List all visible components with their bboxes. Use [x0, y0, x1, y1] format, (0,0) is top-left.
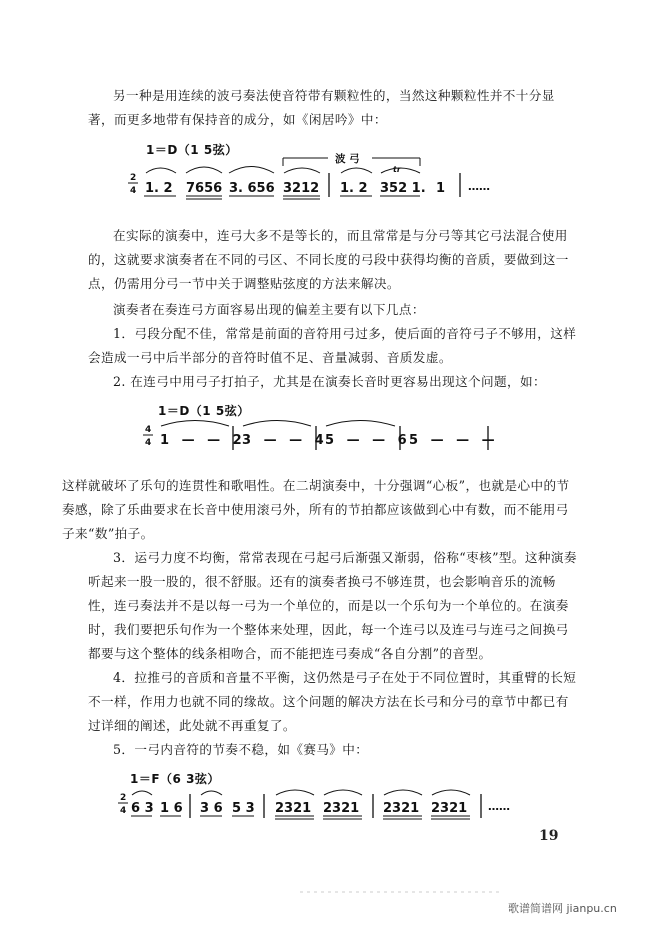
paragraph-deviations-intro: 演奏者在奏连弓方面容易出现的偏差主要有以下几点：: [113, 302, 425, 317]
example1-note-3: 3. 656: [229, 181, 275, 196]
example3-time-bottom: 4: [120, 806, 127, 816]
example3-note-6: 2321: [323, 801, 360, 816]
example2-staff: [143, 421, 499, 451]
example3-note-5: 2321: [275, 801, 312, 816]
example2-measure-1: 1 — — 2: [160, 433, 246, 448]
example1-note-6: 352 1.: [380, 181, 426, 196]
example1-staff: [128, 152, 490, 199]
example3-note-2: 1 6: [160, 801, 183, 816]
example3-time-top: 2: [120, 793, 127, 803]
paragraph-item-3: 3．运弓力度不均衡，常常表现在弓起弓后渐强又渐弱，俗称“枣核”型。这种演奏听起来一股一股的，很不舒服。还有的演奏者换弓不够连贯，也会影响音乐的流畅性，连弓奏法并不是以每一弓为一个单位的，而是以一个乐句为一个单位的。在演奏时，我们要把乐句作为一个整体来处理，因此，每一个连弓以及连弓与连弓之间换弓都要与这个整体的线条相吻合，而不能把连弓奏成“各自分割”的音型。: [88, 550, 577, 661]
paragraph-practice: 在实际的演奏中，连弓大多不是等长的，而且常常是与分弓等其它弓法混合使用的，这就要求演奏者在不同的弓区、不同长度的弓段中获得均衡的音质，要做到这一点，仍需用分弓一节中关于调整贴弦度的方法来解决。: [88, 228, 569, 291]
example2-measure-3: 5 — — 6: [325, 433, 411, 448]
example3-staff: [118, 790, 510, 819]
paragraph-item-1: 1．弓段分配不佳，常常是前面的音符用弓过多，使后面的音符弓子不够用，这样会造成一弓中后半部分的音符时值不足、音量减弱、音质发虚。: [88, 326, 577, 365]
example2-measure-2: 3 — — 4: [242, 433, 328, 448]
example1-key: 1＝D（1 5弦）: [146, 143, 238, 157]
example1-time-top: 2: [130, 173, 137, 183]
page-number: 19: [539, 828, 559, 844]
example3-note-3: 3 6: [200, 801, 223, 816]
example1-bracket-label: 波 弓: [335, 153, 360, 165]
example1-note-4: 3212: [283, 181, 320, 196]
example1-ellipsis: ……: [468, 180, 490, 193]
watermark: 歌谱简谱网 jianpu.cn: [508, 902, 617, 915]
example2-measure-4: 5 — — —: [409, 433, 499, 448]
paragraph-intro: 另一种是用连续的波弓奏法使音符带有颗粒性的，当然这种颗粒性并不十分显著，而更多地带有保持音的成分，如《闲居吟》中：: [88, 88, 555, 127]
example2-time-top: 4: [145, 425, 152, 435]
example1-note-7: 1: [436, 181, 446, 196]
paragraph-item-4: 4．拉推弓的音质和音量不平衡，这仍然是弓子在处于不同位置时，其重臂的长短不一样，作用力也就不同的缘故。这个问题的解决方法在长弓和分弓的章节中都已有过详细的阐述，此处就不再重复了。: [88, 670, 577, 733]
paragraph-after-example-2: 这样就破坏了乐句的连贯性和歌唱性。在二胡演奏中，十分强调“心板”，也就是心中的节奏感，除了乐曲要求在长音中使用滚弓外，所有的节拍都应该做到心中有数，而不能用弓子来“数”拍子。: [62, 478, 570, 541]
paragraph-item-2: 2. 在连弓中用弓子打拍子，尤其是在演奏长音时更容易出现这个问题，如：: [113, 374, 547, 389]
example1-time-bottom: 4: [130, 186, 137, 196]
example2-key: 1＝D（1 5弦）: [158, 404, 250, 418]
example2-time-bottom: 4: [145, 438, 152, 448]
example3-note-1: 6 3: [131, 801, 154, 816]
example1-note-5: 1. 2: [340, 181, 368, 196]
example1-note-2: 7656: [186, 181, 223, 196]
example1-trill-mark: tr: [393, 165, 401, 174]
paragraph-item-5: 5．一弓内音符的节奏不稳，如《赛马》中：: [113, 742, 369, 757]
example3-ellipsis: ……: [488, 800, 510, 813]
example3-note-4: 5 3: [232, 801, 255, 816]
example3-note-7: 2321: [383, 801, 420, 816]
example3-note-8: 2321: [431, 801, 468, 816]
example3-key: 1＝F（6 3弦）: [130, 772, 220, 786]
example1-note-1: 1. 2: [145, 181, 173, 196]
